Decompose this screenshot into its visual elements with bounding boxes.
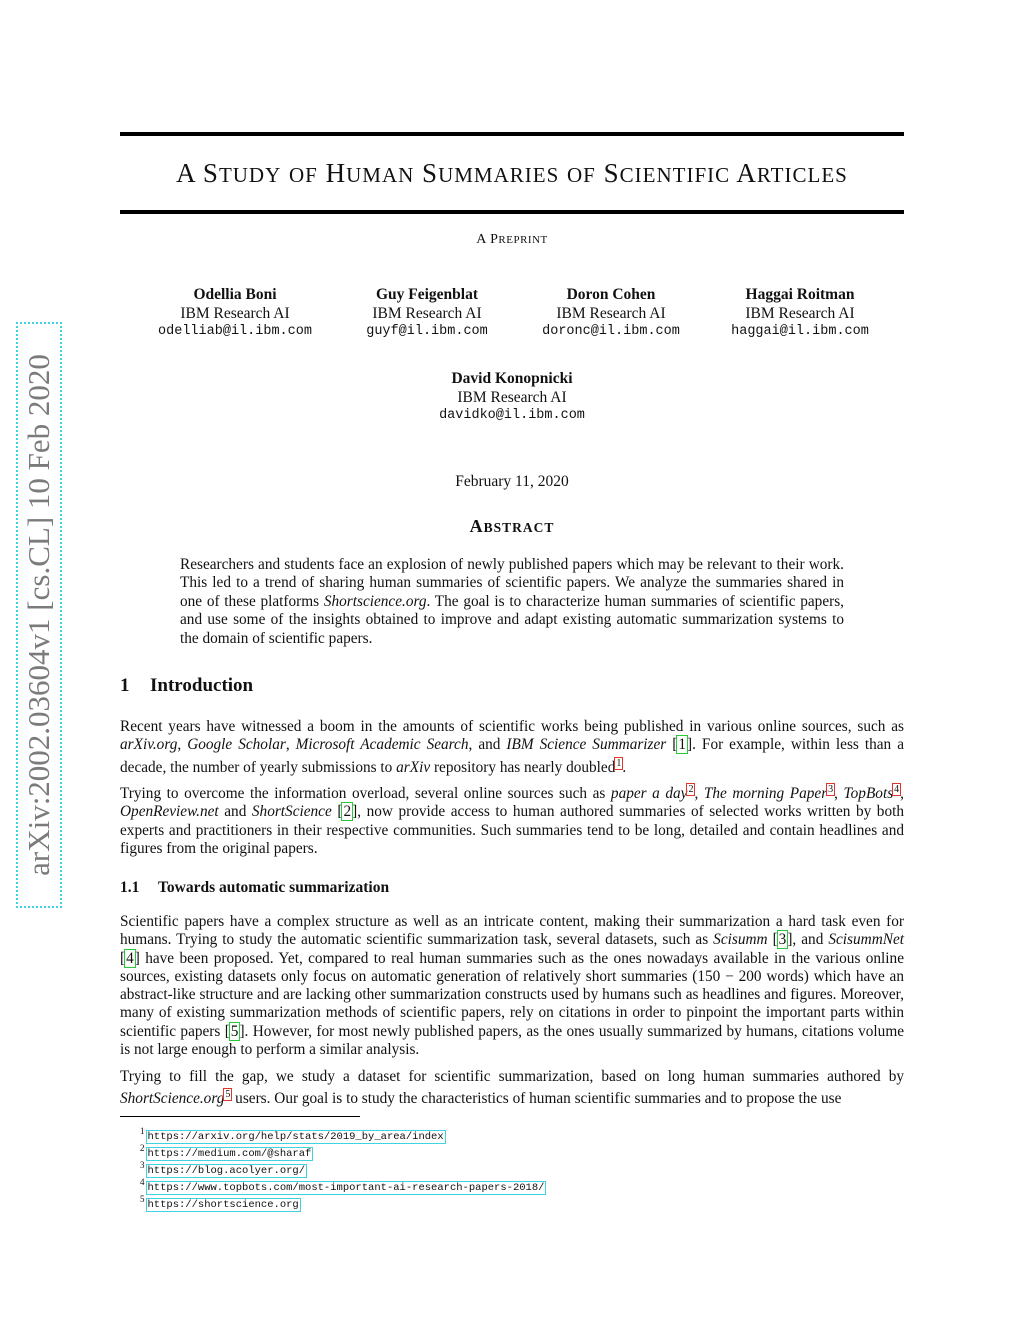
footnote: $^3$ https://blog.acolyer.org/ [140,1160,306,1177]
footnote-url[interactable]: https://www.topbots.com/most-important-ai-research-papers-2018/ [147,1181,545,1194]
subsection-paragraph-1: Scientific papers have a complex structure as well as an intricate content, making their summarization a hard task even for humans. Trying to study the automatic scientific summarization task, several datasets, such as Scisumm [3], and ScisummNet [4] have been proposed. Yet, compared to real human summaries such as the ones nowadays available in the various online sources, existing datasets only focus on automatic generation of relatively short summaries (150 − 200 words) which have an abstract-like structure and are lacking other summarization constructs used by humans such as headlines and figures. Moreover, many of existing summarization methods of scientific papers, rely on citations in order to pinpoint the important parts within scientific papers [5]. However, for most newly published papers, as the ones usually summarized by humans, citations volume is not large enough to perform a similar analysis. [120,913,905,1059]
footnote: $^1$ https://arxiv.org/help/stats/2019_by_area/index [140,1126,444,1143]
author-block [340,286,514,342]
title-word: A [176,158,196,188]
author-affiliation: IBM Research AI [556,304,666,322]
author-name: Doron Cohen [566,286,656,303]
author-name: David Konopnicki [451,370,573,387]
footnote-link[interactable]: 3 [828,784,834,795]
author-block [712,286,888,342]
subsection-paragraph-2: Trying to fill the gap, we study a dataset for scientific summarization, based on long human summaries authored by ShortScience.org$^5$ users. Our goal is to study the characteristics of human scientific summaries and to propose the use [120,1068,904,1108]
intro-paragraph-2: Trying to overcome the information overload, several online sources such as paper a day$^2$, The morning Paper$^3$, TopBots$^4$, OpenReview.net and ShortScience [2], now provide access to human authored summaries of selected works written by both experts and practitioners in their respective communities. Such summaries tend to be long, detailed and contain headlines and figures from the original papers. [120,784,904,857]
section-heading: 1 Introduction [120,675,254,696]
title-rule-bottom [120,210,904,214]
title-word: SUMMARIES [422,158,560,188]
title-word: STUDY [202,158,282,188]
footnote: $^2$ https://medium.com/@sharaf [140,1143,312,1160]
footnote: $^4$ https://www.topbots.com/most-important-ai-research-papers-2018/ [140,1177,545,1194]
citation-link[interactable]: 3 [778,931,787,949]
author-block [412,370,612,426]
citation-link[interactable]: 2 [343,803,352,821]
author-email[interactable]: doronc@il.ibm.com [542,324,680,339]
subsection-heading: 1.1 Towards automatic summarization [120,879,390,896]
footnote-url[interactable]: https://shortscience.org [147,1198,299,1211]
author-affiliation: IBM Research AI [180,304,290,322]
author-email[interactable]: guyf@il.ibm.com [366,324,488,339]
title-word: HUMAN [325,158,415,188]
title-word: OF [289,163,318,187]
intro-paragraph-1: Recent years have witnessed a boom in the amounts of scientific works being published in various online sources, such as arXiv.org, Google Scholar, Microsoft Academic Search, and IBM Science Summarizer [1]. For example, within less than a decade, the number of yearly submissions to arXiv repository has nearly doubled$^1$. [120,718,904,776]
paper-title [120,158,904,189]
author-affiliation: IBM Research AI [457,388,567,406]
abstract-text: Researchers and students face an explosion of newly published papers which may be relevant to their work. This led to a trend of sharing human summaries of scientific papers. We analyze the summaries shared in one of these platforms Shortscience.org. The goal is to characterize human summaries of scientific papers, and use some of the insights obtained to improve and adapt existing automatic summarization systems to the domain of scientific papers. [180,556,844,647]
citation-link[interactable]: 4 [126,949,134,967]
footnote-link[interactable]: 4 [894,784,900,795]
abstract-heading: ABSTRACT [469,516,555,536]
author-name: Guy Feigenblat [375,286,479,303]
author-block [528,286,694,342]
arxiv-side-stamp [16,322,62,908]
author-affiliation: IBM Research AI [745,304,855,322]
title-word: ARTICLES [736,158,848,188]
author-email[interactable]: haggai@il.ibm.com [731,324,869,339]
author-block [145,286,325,342]
footnote-link[interactable]: 5 [225,1089,231,1101]
citation-link[interactable]: 1 [678,736,687,754]
footnote-url[interactable]: https://blog.acolyer.org/ [147,1164,306,1177]
footnote-url[interactable]: https://medium.com/@sharaf [147,1147,312,1160]
author-name: Haggai Roitman [745,286,855,303]
publication-date: February 11, 2020 [455,473,569,490]
preprint-label: A PREPRINT [476,232,548,247]
footnote-link[interactable]: 1 [616,757,622,769]
footnote-rule [120,1116,360,1117]
title-rule-top [120,132,904,136]
citation-link[interactable]: 5 [230,1022,239,1040]
title-word: SCIENTIFIC [603,158,731,188]
author-email[interactable]: odelliab@il.ibm.com [158,324,312,339]
footnote-link[interactable]: 2 [688,784,694,795]
author-name: Odellia Boni [193,286,277,303]
author-email[interactable]: davidko@il.ibm.com [439,408,585,423]
arxiv-stamp-text: arXiv:2002.03604v1 [cs.CL] 10 Feb 2020 [21,354,56,876]
footnote-url[interactable]: https://arxiv.org/help/stats/2019_by_area/index [147,1130,444,1143]
footnote: $^5$ https://shortscience.org [140,1194,299,1211]
title-word: OF [567,163,596,187]
author-affiliation: IBM Research AI [372,304,482,322]
